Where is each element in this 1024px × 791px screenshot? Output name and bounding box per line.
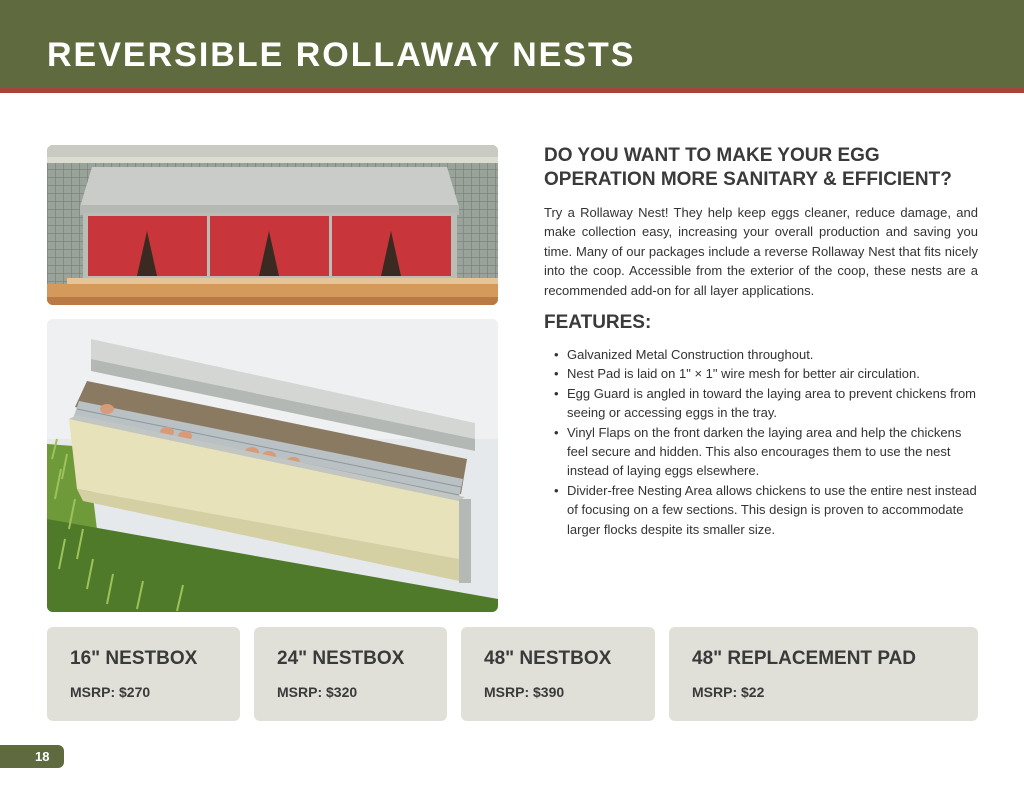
- bullet-icon: •: [554, 347, 559, 362]
- intro-paragraph: Try a Rollaway Nest! They help keep eggs cleaner, reduce damage, and make collection easy, increasing your overall production and saving you time. Many of our packages include a reverse Rollaway Nest that fits nicely into the coop. Accessible from the exterior of the coop, these nests are a recommended add-on for all layer applications.: [544, 205, 978, 298]
- header-accent-stripe: [0, 88, 1024, 93]
- product-price: MSRP: $390: [484, 684, 565, 700]
- feature-text: Vinyl Flaps on the front darken the laying area and help the chickens feel secure and hidden. This also encourages them to use the nest instead of laying eggs elsewhere.: [567, 424, 962, 479]
- feature-item: [554, 364, 980, 383]
- product-card-48-replacement-pad: [669, 627, 978, 721]
- feature-item: [554, 481, 980, 539]
- feature-item: [554, 384, 980, 423]
- product-card-48-nestbox: [461, 627, 655, 721]
- nest-box-red-flaps-image: [47, 145, 498, 305]
- bullet-icon: •: [554, 385, 559, 401]
- bullet-icon: •: [554, 424, 559, 440]
- feature-text: Galvanized Metal Construction throughout.: [567, 347, 814, 362]
- product-name: 16" NESTBOX: [70, 648, 198, 669]
- features-heading: FEATURES:: [544, 312, 652, 333]
- rollaway-nest-eggs-image: [47, 319, 498, 612]
- feature-text: Nest Pad is laid on 1" × 1" wire mesh for better air circulation.: [567, 366, 920, 382]
- product-name: 24" NESTBOX: [277, 648, 405, 669]
- feature-text: Egg Guard is angled in toward the laying area to prevent chickens from seeing or accessing eggs in the tray.: [567, 385, 977, 421]
- product-card-24-nestbox: [254, 627, 447, 721]
- bullet-icon: •: [554, 482, 559, 498]
- product-price: MSRP: $320: [277, 684, 358, 700]
- product-name: 48" NESTBOX: [484, 648, 612, 669]
- product-name: 48" REPLACEMENT PAD: [692, 648, 917, 669]
- product-price: MSRP: $22: [692, 684, 765, 700]
- product-card-16-nestbox: [47, 627, 240, 721]
- feature-text: Divider-free Nesting Area allows chickens to use the entire nest instead of focusing on a few sections. This design is proven to accommodate larger flocks despite its smaller size.: [567, 482, 977, 537]
- bullet-icon: •: [554, 366, 559, 382]
- page-number: 18: [0, 745, 64, 768]
- product-price: MSRP: $270: [70, 684, 151, 700]
- feature-item: [554, 423, 980, 481]
- section-question-heading: DO YOU WANT TO MAKE YOUR EGG OPERATION MORE SANITARY & EFFICIENT?: [544, 145, 952, 190]
- page-title: REVERSIBLE ROLLAWAY NESTS: [47, 36, 636, 74]
- feature-item: [554, 345, 980, 364]
- features-list: [554, 345, 980, 539]
